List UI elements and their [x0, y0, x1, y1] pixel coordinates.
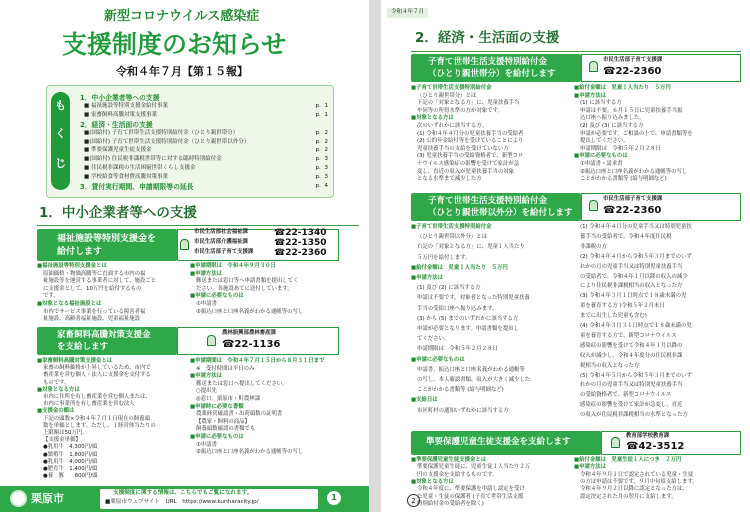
- toc-badge-char: く: [55, 127, 66, 140]
- text-line: ●養 豚 800円/頭: [43, 473, 98, 480]
- block-heading: 準要保護児童生徒支援金を支給します: [426, 437, 571, 447]
- text-line: により住民税非課税相当の収入となった方: [580, 283, 683, 290]
- text-line: (3) 令和４年３月１日時点で１８歳未満の児: [580, 293, 687, 300]
- issue-label: 令和４年７月【第１５報】: [116, 65, 248, 78]
- divider: [411, 51, 741, 52]
- text-line: （ひとり親世帯分）とは: [417, 92, 477, 99]
- text-line: ■申請方法は: [574, 464, 607, 471]
- subtitle: 新型コロナウイルス感染症: [104, 9, 260, 24]
- text-line: ■申請期限は 令和４年９月３０日: [190, 263, 276, 269]
- toc-item-label: ■ 福祉施設等特別支援金給付事業: [84, 102, 168, 109]
- text-line: 農業経営確認書・出荷頭数の証明書: [196, 411, 283, 418]
- toc-item-page: p．1: [315, 111, 328, 118]
- contact-dept: 市民生活部介護福祉課: [194, 239, 248, 245]
- text-line: 原油価格・物価高騰等に直面する市内の福: [43, 270, 146, 277]
- text-line: 郵送または窓口等へ申請書類を提出してく: [196, 278, 299, 285]
- text-line: 家畜の飼料価格が上昇しているため、市内で: [43, 365, 151, 372]
- toc-item[interactable]: [80, 184, 328, 192]
- text-line: ①申請書: [196, 301, 218, 307]
- text-line: 養手当の受給者で、令和４年度住民税: [580, 233, 672, 240]
- text-line: の受給資格者で、新型コロナウイルス: [580, 392, 672, 399]
- text-line: 非課税の方: [580, 243, 607, 250]
- text-line: ◎窓口：栗原市・町農林課: [196, 396, 261, 402]
- toc-item-label: ■(国給付) 子育て世帯生活支援特別給付金（ひとり親世帯分）: [84, 129, 239, 136]
- text-line: ●繁殖牛 1,800円/頭: [43, 451, 98, 458]
- toc-item-label: ■ 学校給食等食材費高騰対策事業: [84, 174, 168, 181]
- section-title: 1．中小企業者等への支援: [39, 205, 197, 221]
- city-logo-icon: [10, 490, 27, 507]
- block-heading: 福祉施設等特別支援金を: [57, 234, 157, 244]
- text-line: (2) 及び (3) に該当する方: [580, 123, 644, 129]
- text-line: の写し、本人確認書類、収入が大きく減少した: [417, 377, 531, 383]
- text-line: (1) 令和４年４月分の児童手当又は特別児童扶: [580, 224, 692, 230]
- person-icon: [589, 61, 598, 72]
- contact-dept: 市民生活部子育て支援課: [603, 57, 663, 63]
- text-line: 申請期限は 令和５年２月２８日: [417, 346, 498, 353]
- block-heading: 子育て世帯生活支援特別給付金: [428, 196, 548, 206]
- text-line: に支援金として、10万円を給付するもの: [43, 285, 142, 292]
- toc-item-label: 3．貸付実行期間、申請期限等の延長: [80, 183, 194, 191]
- contact-phone: ☎22-2360: [603, 66, 662, 77]
- text-line: 祉施設等を運営する事業者に対して、施設ごと: [43, 278, 157, 285]
- toc-item-page: p．2: [315, 147, 328, 154]
- text-line: 申請が必要です。ご相談の上で、申請書類等を: [580, 130, 693, 137]
- block-heading: （ひとり親世帯分）を給付します: [428, 69, 556, 79]
- text-line: の収入が住民税非課税相当の水準となった方: [580, 412, 688, 419]
- toc-item[interactable]: [80, 95, 328, 103]
- text-line: 【支援金単価】: [43, 437, 81, 444]
- text-line: (2) 公的年金給付等を受けていることにより: [417, 138, 524, 145]
- text-line: 込口座へ振り込みました。: [580, 115, 645, 122]
- person-icon: [589, 200, 598, 211]
- contact-dept: 市民生活部社会福祉課: [194, 229, 248, 235]
- text-line: れかの月の児童手当又は特別児童扶養手当: [580, 263, 683, 270]
- text-line: （ひとり親世帯以外分）とは: [417, 234, 488, 241]
- text-line: 申請期限は 令和５年２月２８日: [580, 145, 661, 152]
- toc-item[interactable]: [80, 166, 328, 174]
- text-line: です。: [43, 293, 59, 300]
- text-line: 円の支援金を支給するものです。: [417, 471, 498, 478]
- page-1: [0, 0, 369, 512]
- text-line: ■家畜飼料高騰対策支援金とは: [37, 358, 113, 364]
- text-line: 祉施設、高齢者福祉施設、児童福祉施設: [43, 316, 141, 323]
- text-line: ●肥育牛 1,400円/頭: [43, 466, 98, 472]
- divider: [37, 225, 359, 226]
- text-line: ●乳用牛 4,000円/頭: [43, 458, 98, 465]
- text-line: 令和４年度に、準要保護を申請し認定を受け: [417, 486, 525, 493]
- text-line: (5) 令和４年５月から令和５年３月までのいず: [580, 372, 692, 379]
- text-line: ■申請方法は: [411, 275, 444, 281]
- text-line: ○提出先: [196, 388, 217, 395]
- toc-item-label: 1．中小企業者等への支援: [80, 94, 160, 102]
- toc-item[interactable]: [80, 131, 328, 139]
- text-line: ■申請時に必要な書類: [190, 403, 244, 410]
- text-line: 申請は不要です。対象者となった特別児童扶養: [417, 295, 530, 302]
- block-heading: （ひとり親世帯以外分）を給付します: [428, 208, 573, 218]
- toc-item[interactable]: [80, 104, 328, 112]
- text-line: れかの月の児童手当又は特別児童扶養手当: [580, 382, 683, 389]
- toc-item-page: p．1: [315, 102, 328, 109]
- text-line: 提出してください。: [580, 138, 629, 145]
- text-line: 下記の「対象となる方」に、児童扶養手当: [417, 100, 520, 107]
- toc-item[interactable]: [80, 122, 328, 130]
- text-line: ②振込口座と口座名義がわかる通帳等の写し: [196, 308, 304, 315]
- text-line: 下記の頭数×令和４年７月１日現在の飼養頭: [43, 415, 150, 422]
- block-heading: を支給します: [57, 342, 109, 352]
- text-line: までに出生した児童も含む): [580, 313, 647, 320]
- text-line: 税相当の収入となった方: [580, 362, 640, 369]
- text-line: ■準要保護児童生徒支援金とは: [411, 457, 487, 463]
- person-icon: [207, 335, 216, 346]
- text-line: ■対象となる方は: [37, 386, 80, 393]
- text-line: ださい。各施設あてに送付しています。: [196, 285, 293, 292]
- contact-phone: ☎22-2360: [603, 205, 662, 216]
- text-line: となる水準まで減少した方: [417, 176, 482, 183]
- contact-phone: ☎42-3512: [626, 441, 685, 452]
- contact-phone: ☎22-1136: [222, 339, 281, 350]
- text-line: 準要保護児童生徒に、児童生徒１人当たり２万: [417, 464, 531, 471]
- text-line: 数を単価とします。ただし、１経営体当たりの: [43, 422, 156, 429]
- text-line: 手当の受給口座へ振り込みます。: [417, 305, 498, 312]
- text-line: ■申請に必要なものは: [190, 434, 244, 440]
- toc-item[interactable]: [80, 113, 328, 121]
- text-line: 【農家・飼料の商品】: [196, 418, 250, 425]
- text-line: ナウイルス感染症の影響を受けて家計が急: [417, 161, 520, 167]
- text-line: ●乳用牛 4,300円/頭: [43, 444, 98, 451]
- text-line: 児童扶養手当の支給を受けていない方: [417, 145, 509, 152]
- toc-item-page: p．3: [315, 165, 328, 172]
- text-line: ■支給日は: [411, 397, 438, 404]
- person-icon: [180, 239, 189, 250]
- toc-item[interactable]: [80, 175, 328, 183]
- toc-item-page: p．2: [315, 138, 328, 145]
- text-line: や同等の所得水準の方が対象です。: [417, 107, 503, 114]
- text-line: (1) 及び (2) に該当する方: [417, 285, 481, 292]
- text-line: ■福祉施設等特別支援金とは: [37, 263, 107, 269]
- text-line: 認定決定された月の翌月に支給します。: [580, 493, 677, 500]
- text-line: 申請書、振込口座と口座名義がわかる通帳等: [417, 366, 525, 373]
- city-name: 栗原市: [31, 492, 64, 505]
- text-line: 童を養育する方で、新型コロナウイルス: [580, 332, 677, 339]
- page-number: 2: [407, 494, 420, 507]
- text-line: ５万円を給付します。: [417, 254, 471, 261]
- page-2: [381, 0, 750, 512]
- toc-badge-char: じ: [55, 157, 66, 170]
- text-line: ■申請に必要なものは: [574, 153, 628, 160]
- text-line: 感染症の影響を受けて家計が急変し、直近: [580, 402, 683, 409]
- text-line: ①申請書・請求書: [580, 161, 623, 167]
- text-line: (1) に該当する方: [580, 100, 622, 107]
- toc-item-label: 2．経済・生活面の支援: [80, 120, 153, 129]
- contact-dept: 市民生活部子育て支援課: [603, 196, 663, 202]
- text-line: ■給付金額は 児童１人当たり ５万円: [411, 264, 508, 271]
- page-title: 支援制度のお知らせ: [62, 30, 287, 59]
- text-line: ■給付金額は 児童生徒１人につき ２万円: [574, 457, 682, 463]
- contact-dept: 市民生活部子育て支援課: [194, 249, 254, 255]
- text-line: ■申請方法は: [190, 270, 223, 277]
- text-line: ■申請に必要なものは: [411, 356, 465, 363]
- text-line: の方は申請は不要です。９月中旬頃支給します。: [580, 478, 698, 485]
- text-line: ②振込口座と口座名義がわかる通帳等の写し: [196, 449, 304, 456]
- contact-dept: 教育部学校教育課: [626, 433, 670, 439]
- text-line: ■申請方法は: [190, 373, 223, 380]
- text-line: 市内でサービス事業を行っている障害者福: [43, 308, 146, 315]
- top-tag: 令和４年７月: [387, 8, 428, 18]
- text-line: 童を養育する方 (令和５年２月末日: [580, 303, 665, 310]
- page-number: 1: [327, 491, 341, 505]
- toc-item-page: p．3: [315, 156, 328, 163]
- text-line: 次のいずれかに該当する方。: [417, 123, 488, 129]
- footer-note: 支援制度に関する情報は、こちらでもご覧になれます。: [113, 490, 253, 496]
- block-heading: 子育て世帯生活支援特別給付金: [428, 57, 548, 67]
- text-line: 申請が必要となります。申請書類を提出し: [417, 326, 519, 332]
- text-line: ■申請期間は 令和４年７月１５日から８月３１日まで: [190, 358, 325, 364]
- toc-item-label: ■(国給付) 子育て世帯生活支援特別給付金（ひとり親世帯以外分）: [84, 138, 250, 145]
- toc-item-label: ■ 家畜飼料高騰対策支援事業: [84, 111, 157, 118]
- toc-item-page: p．3: [315, 174, 328, 181]
- text-line: (2) 令和４年４月から令和５年３月までのいず: [580, 253, 692, 260]
- text-line: ことがわかる書類等 (給与明細など): [580, 176, 667, 183]
- text-line: ■給付金額は 児童１人当たり ５万円: [574, 85, 671, 91]
- block-heading: 給付します: [57, 247, 103, 257]
- text-line: 飼養頭数確認の書類でも: [196, 426, 256, 433]
- section-title: 2．経済・生活面の支援: [415, 30, 560, 46]
- person-icon: [611, 437, 620, 448]
- text-line: 右記の「対象となる方」に、児童１人当たり: [417, 244, 525, 251]
- text-line: ■対象となる福祉施設とは: [37, 301, 102, 307]
- text-line: ■子育て世帯生活支援特別給付金: [411, 224, 492, 230]
- text-line: ※ 受付時間は平日のみ: [196, 365, 255, 372]
- text-line: ■子育て世帯生活支援特別給付金: [411, 85, 492, 91]
- toc-item-label: ■ 準要保護児童生徒支援金: [84, 147, 152, 154]
- contact-phone: ☎22-1340: [274, 228, 327, 238]
- text-line: 市内に住所を有し畜産業を営む個人または、: [43, 394, 151, 400]
- text-line: 感染症の影響を受けて令和４年１月以降の: [580, 342, 683, 349]
- text-line: ■対象となる方は: [411, 115, 454, 122]
- text-line: ことがわかる書類等 (給与明細など): [417, 387, 504, 394]
- text-line: ■対象となる方は: [411, 478, 454, 485]
- text-line: 収入が減少し、令和４年度分の住民税非課: [580, 352, 683, 359]
- text-line: (1) 令和４年４月分の児童扶養手当の受給者: [417, 130, 524, 137]
- text-line: てください。: [417, 336, 450, 343]
- text-line: 令和４年９月１日で認定されている児童・生徒: [580, 471, 694, 478]
- footer-website-link[interactable]: ■栗原市ウェブサイト URL https://www.kuriharacity.jp/: [105, 499, 259, 505]
- toc-item-label: ■ 住民税非課税の生活困窮世帯くらし支援金: [84, 165, 196, 172]
- text-line: ②振込口座と口座名義がわかる通帳等の写し: [580, 168, 688, 175]
- text-line: 市区町村の通知いずれかに該当する方: [417, 407, 509, 414]
- contact-phone: ☎22-2360: [274, 248, 327, 258]
- text-line: ■支援金の額は: [37, 408, 75, 415]
- text-line: 令和４年９月２日以降に認定となった方は、: [580, 486, 688, 493]
- block-heading: 家畜飼料高騰対策支援金: [57, 330, 151, 340]
- toc-item-page: p．2: [315, 129, 328, 136]
- text-line: 上限額は50万円。: [43, 430, 88, 436]
- text-line: (3) 児童扶養手当の受給資格者で、新型コロ: [417, 153, 524, 160]
- text-line: 申請は不要。６月１５日に児童扶養手当振: [580, 107, 683, 114]
- toc-badge-char: も: [55, 99, 66, 112]
- text-line: (4) 令和４年３月３１日時点で１８歳未満の児: [580, 323, 692, 329]
- text-line: 特別給付金の受給者を除く): [417, 500, 484, 507]
- text-line: ①申請書: [196, 441, 218, 448]
- text-line: た児童・生徒の保護者 (子育て世帯生活支援: [417, 493, 524, 500]
- text-line: の受給者で、令和４年１月以降の収入の減少: [580, 273, 688, 280]
- contact-dept: 農林振興部農林畜産課: [222, 330, 276, 336]
- text-line: 市内に事業所を有し畜産業を営む法人: [43, 401, 135, 408]
- text-line: ■申請方法は: [574, 92, 607, 99]
- text-line: (3) から (5) までのいずれかに該当する方: [417, 315, 519, 322]
- toc-item-label: ■(国給付) 住民税非課税世帯等に対する臨時特別給付金: [84, 156, 222, 163]
- text-line: 変し、直近の収入が児童扶養手当の対象: [417, 168, 515, 175]
- toc-item-page: p．4: [315, 183, 328, 189]
- text-line: 畜産業を営む個人・法人に支援金を交付する: [43, 372, 151, 379]
- text-line: 郵送または窓口へ提出してください。: [196, 380, 288, 387]
- contact-phone: ☎22-1350: [274, 238, 327, 248]
- text-line: ■申請に必要なものは: [190, 293, 244, 300]
- text-line: ものです。: [43, 379, 70, 386]
